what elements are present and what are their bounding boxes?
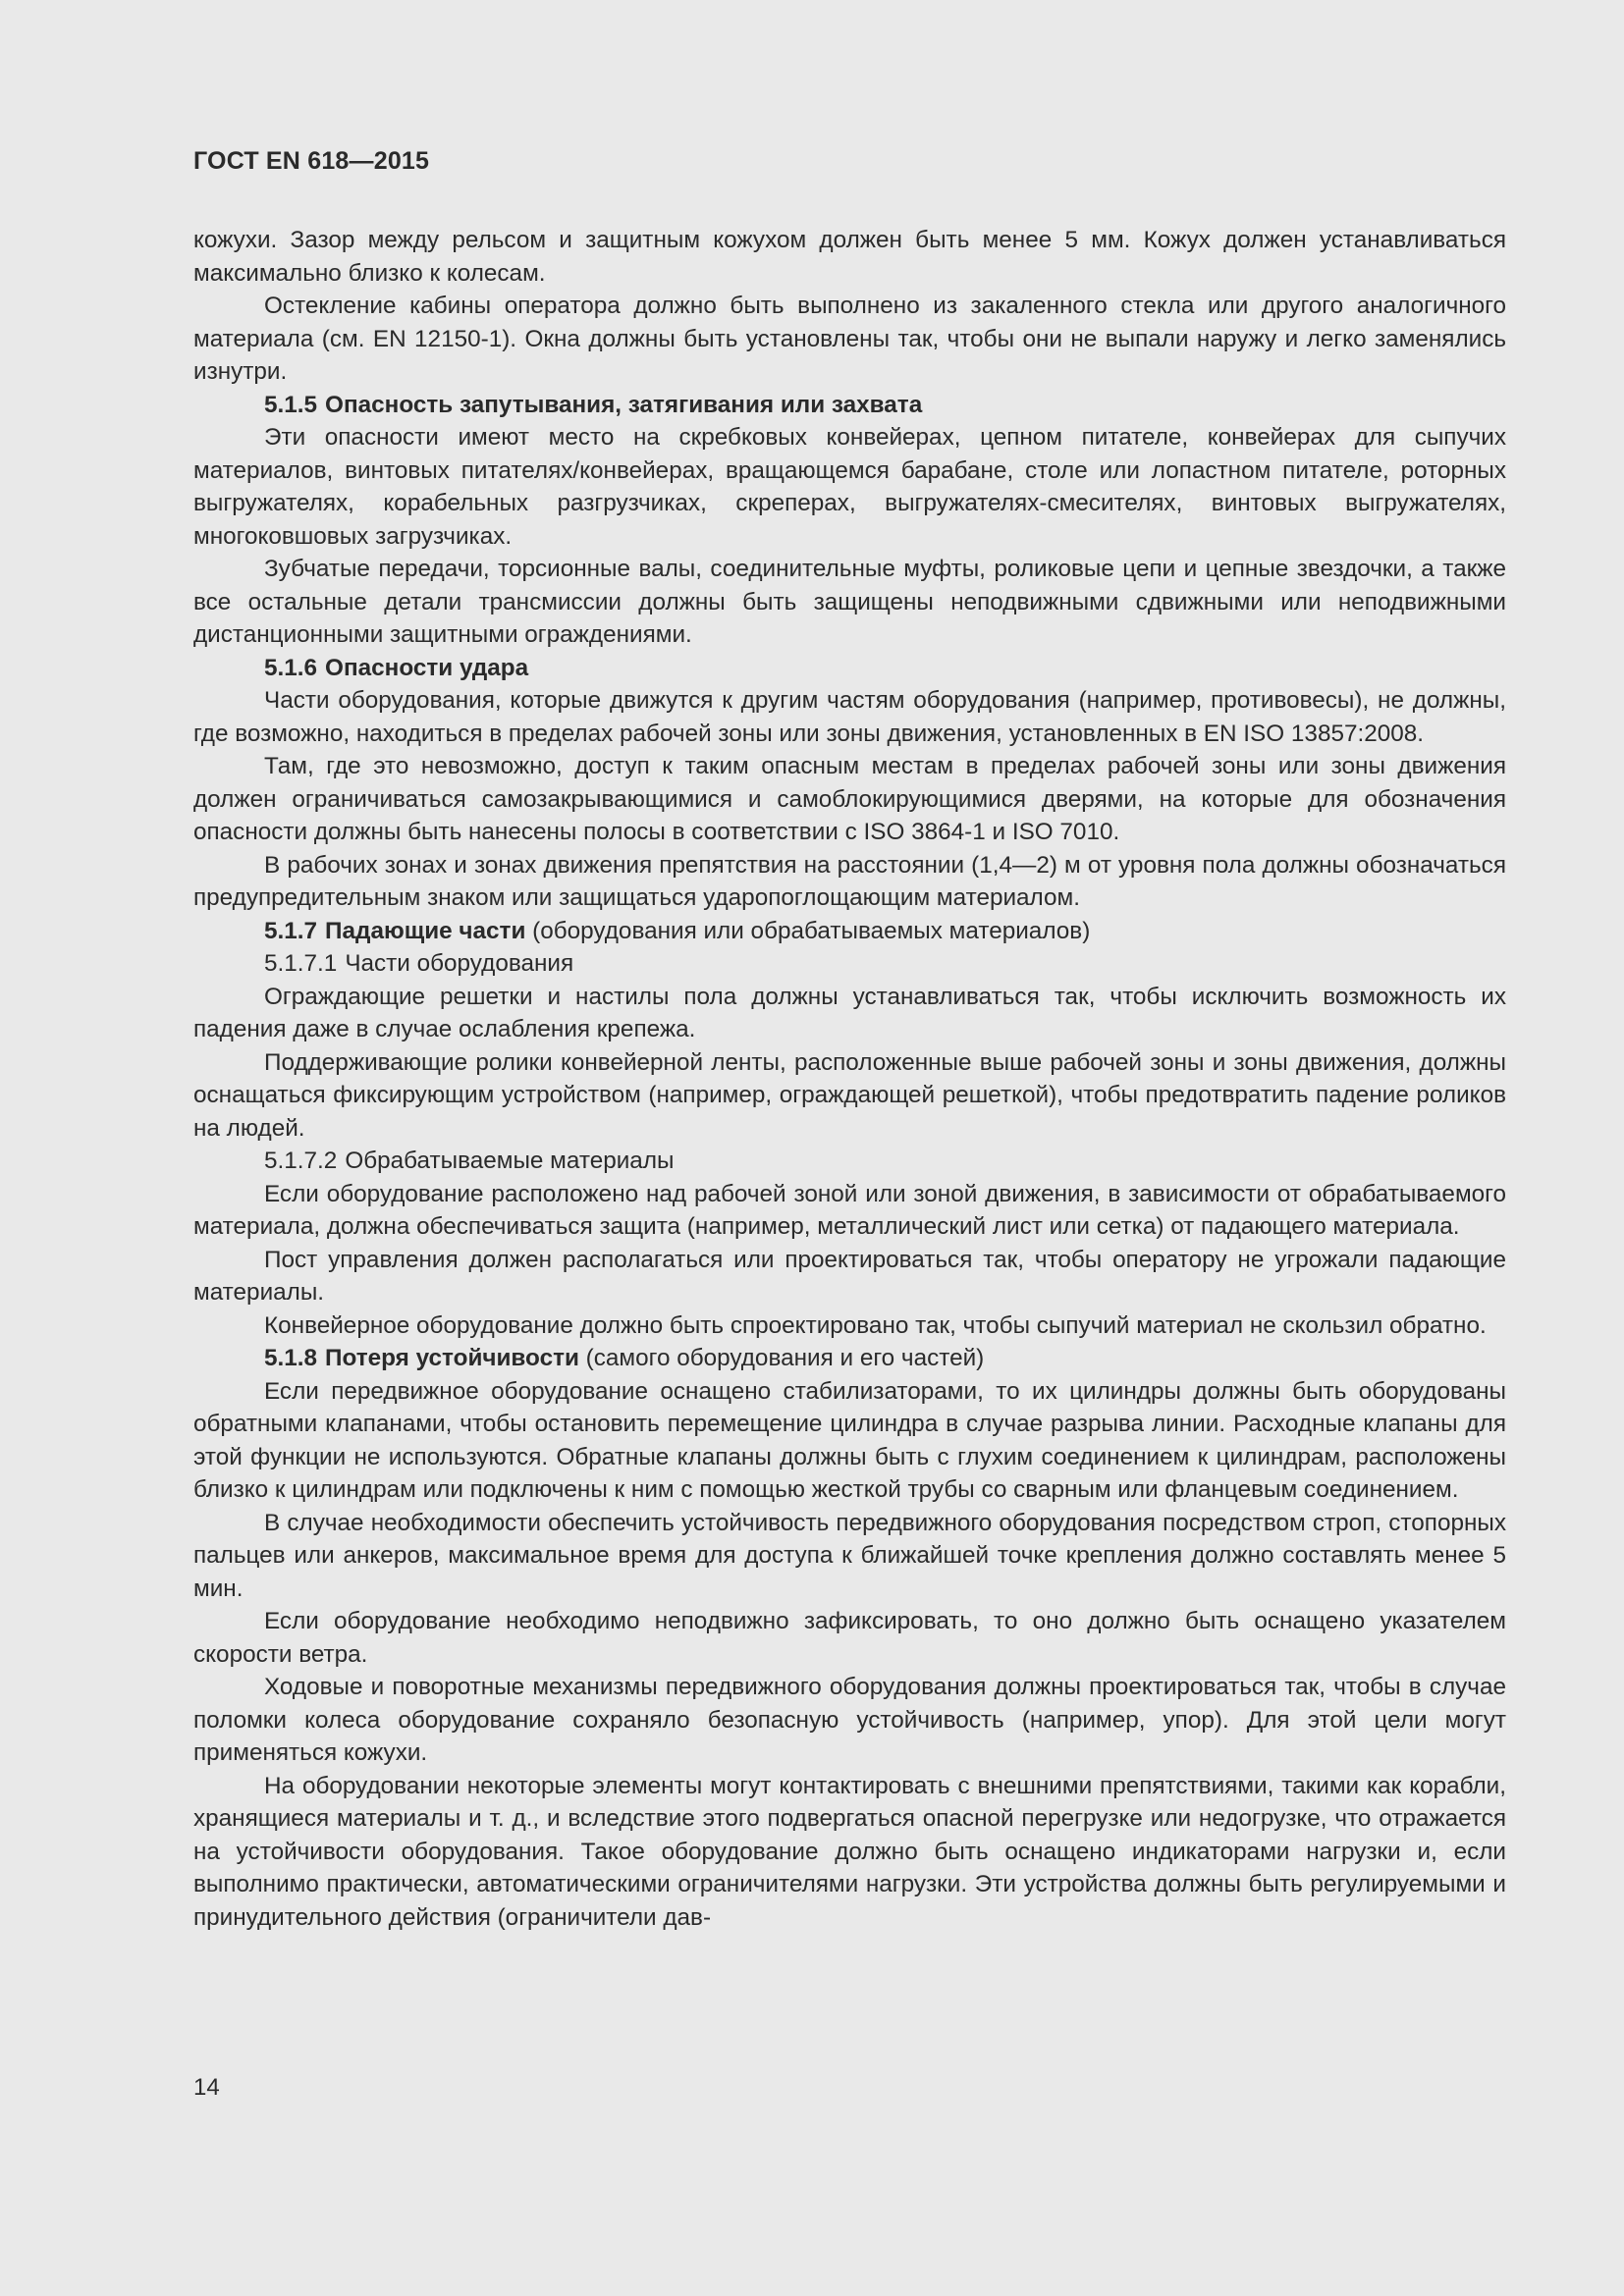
page-number: 14 [193, 2074, 220, 2101]
section-title: Опасности удара [325, 654, 529, 681]
section-number: 5.1.7.2 [264, 1148, 338, 1174]
subsection-heading-5-1-7-2 [193, 1145, 1506, 1178]
paragraph: Там, где это невозможно, доступ к таким опасным местам в пределах рабочей зоны или зоны движения должен ограничиваться самозакрывающимися и самоблокирующимися дверями, на которые для обозначения опасности должны быть нанесены полосы в соответствии с ISO 3864-1 и ISO 7010. [193, 753, 1506, 845]
paragraph: Ходовые и поворотные механизмы передвижного оборудования должны проектироваться так, чтобы в случае поломки колеса оборудование сохраняло безопасную устойчивость (например, упор). Для этой цели могут применяться кожухи. [193, 1674, 1506, 1766]
document-header: ГОСТ EN 618—2015 [193, 147, 430, 175]
section-title: Опасность запутывания, затягивания или захвата [325, 391, 923, 418]
section-number: 5.1.7.1 [264, 950, 338, 977]
subsection-heading-5-1-7-1 [193, 947, 1506, 981]
paragraph: Части оборудования, которые движутся к другим частям оборудования (например, противовесы), не должны, где возможно, находиться в пределах рабочей зоны или зоны движения, установленных в EN ISO 13857:2008. [193, 687, 1506, 747]
section-number: 5.1.5 [264, 391, 318, 418]
paragraph: Зубчатые передачи, торсионные валы, соединительные муфты, роликовые цепи и цепные звездочки, а также все остальные детали трансмиссии должны быть защищены неподвижными сдвижными или неподвижными дистанционными защитными ограждениями. [193, 556, 1506, 648]
paragraph: Ограждающие решетки и настилы пола должны устанавливаться так, чтобы исключить возможность их падения даже в случае ослабления крепежа. [193, 983, 1506, 1042]
section-heading-5-1-8 [193, 1342, 1506, 1375]
paragraph: Если оборудование расположено над рабочей зоной или зоной движения, в зависимости от обрабатываемого материала, должна обеспечиваться защита (например, металлический лист или сетка) от падающего материала. [193, 1180, 1506, 1240]
section-number: 5.1.8 [264, 1345, 318, 1371]
section-heading-5-1-5 [193, 389, 1506, 422]
section-title-suffix: (самого оборудования и его частей) [578, 1345, 985, 1371]
section-number: 5.1.6 [264, 654, 318, 681]
section-number: 5.1.7 [264, 917, 318, 944]
paragraph: Если передвижное оборудование оснащено стабилизаторами, то их цилиндры должны быть оборудованы обратными клапанами, чтобы остановить перемещение цилиндра в случае разрыва линии. Расходные клапаны для этой функции не используются. Обратные клапаны должны быть с глухим соединением к цилиндрам, расположены близко к цилиндрам или подключены к ним с помощью жесткой трубы со сварным или фланцевым соединением. [193, 1377, 1506, 1503]
section-title: Части оборудования [345, 950, 574, 977]
section-title-suffix: (оборудования или обрабатываемых материалов) [525, 917, 1091, 944]
paragraph: На оборудовании некоторые элементы могут контактировать с внешними препятствиями, такими как корабли, хранящиеся материалы и т. д., и вследствие этого подвергаться опасной перегрузке или недогрузке, что отражается на устойчивости оборудования. Такое оборудование должно быть оснащено индикаторами нагрузки и, если выполнимо практически, автоматическими ограничителями нагрузки. Эти устройства должны быть регулируемыми и принудительного действия (ограничители дав- [193, 1772, 1506, 1931]
paragraph: кожухи. Зазор между рельсом и защитным кожухом должен быть менее 5 мм. Кожух должен устанавливаться максимально близко к колесам. [193, 227, 1506, 287]
section-heading-5-1-7 [193, 915, 1506, 948]
paragraph: Эти опасности имеют место на скребковых конвейерах, цепном питателе, конвейерах для сыпучих материалов, винтовых питателях/конвейерах, вращающемся барабане, столе или лопастном питателе, роторных выгружателях, корабельных разгрузчиках, скреперах, выгружателях-смесителях, винтовых выгружателях, многоковшовых загрузчиках. [193, 424, 1506, 550]
paragraph: Пост управления должен располагаться или проектироваться так, чтобы оператору не угрожали падающие материалы. [193, 1246, 1506, 1306]
section-heading-5-1-6 [193, 652, 1506, 685]
document-body [193, 224, 1506, 1934]
paragraph: В рабочих зонах и зонах движения препятствия на расстоянии (1,4—2) м от уровня пола должны обозначаться предупредительным знаком или защищаться ударопоглощающим материалом. [193, 851, 1506, 911]
paragraph: Остекление кабины оператора должно быть выполнено из закаленного стекла или другого аналогичного материала (см. EN 12150-1). Окна должны быть установлены так, чтобы они не выпали наружу и легко заменялись изнутри. [193, 293, 1506, 385]
section-title: Обрабатываемые материалы [345, 1148, 675, 1174]
section-title: Потеря устойчивости [325, 1345, 579, 1371]
paragraph: Если оборудование необходимо неподвижно зафиксировать, то оно должно быть оснащено указателем скорости ветра. [193, 1608, 1506, 1668]
paragraph: Конвейерное оборудование должно быть спроектировано так, чтобы сыпучий материал не скользил обратно. [264, 1311, 1487, 1339]
paragraph: Поддерживающие ролики конвейерной ленты, расположенные выше рабочей зоны и зоны движения, должны оснащаться фиксирующим устройством (например, ограждающей решеткой), чтобы предотвратить падение роликов на людей. [193, 1048, 1506, 1142]
paragraph: В случае необходимости обеспечить устойчивость передвижного оборудования посредством строп, стопорных пальцев или анкеров, максимальное время для доступа к ближайшей точке крепления должно составлять менее 5 мин. [193, 1509, 1506, 1602]
section-title: Падающие части [325, 917, 526, 944]
